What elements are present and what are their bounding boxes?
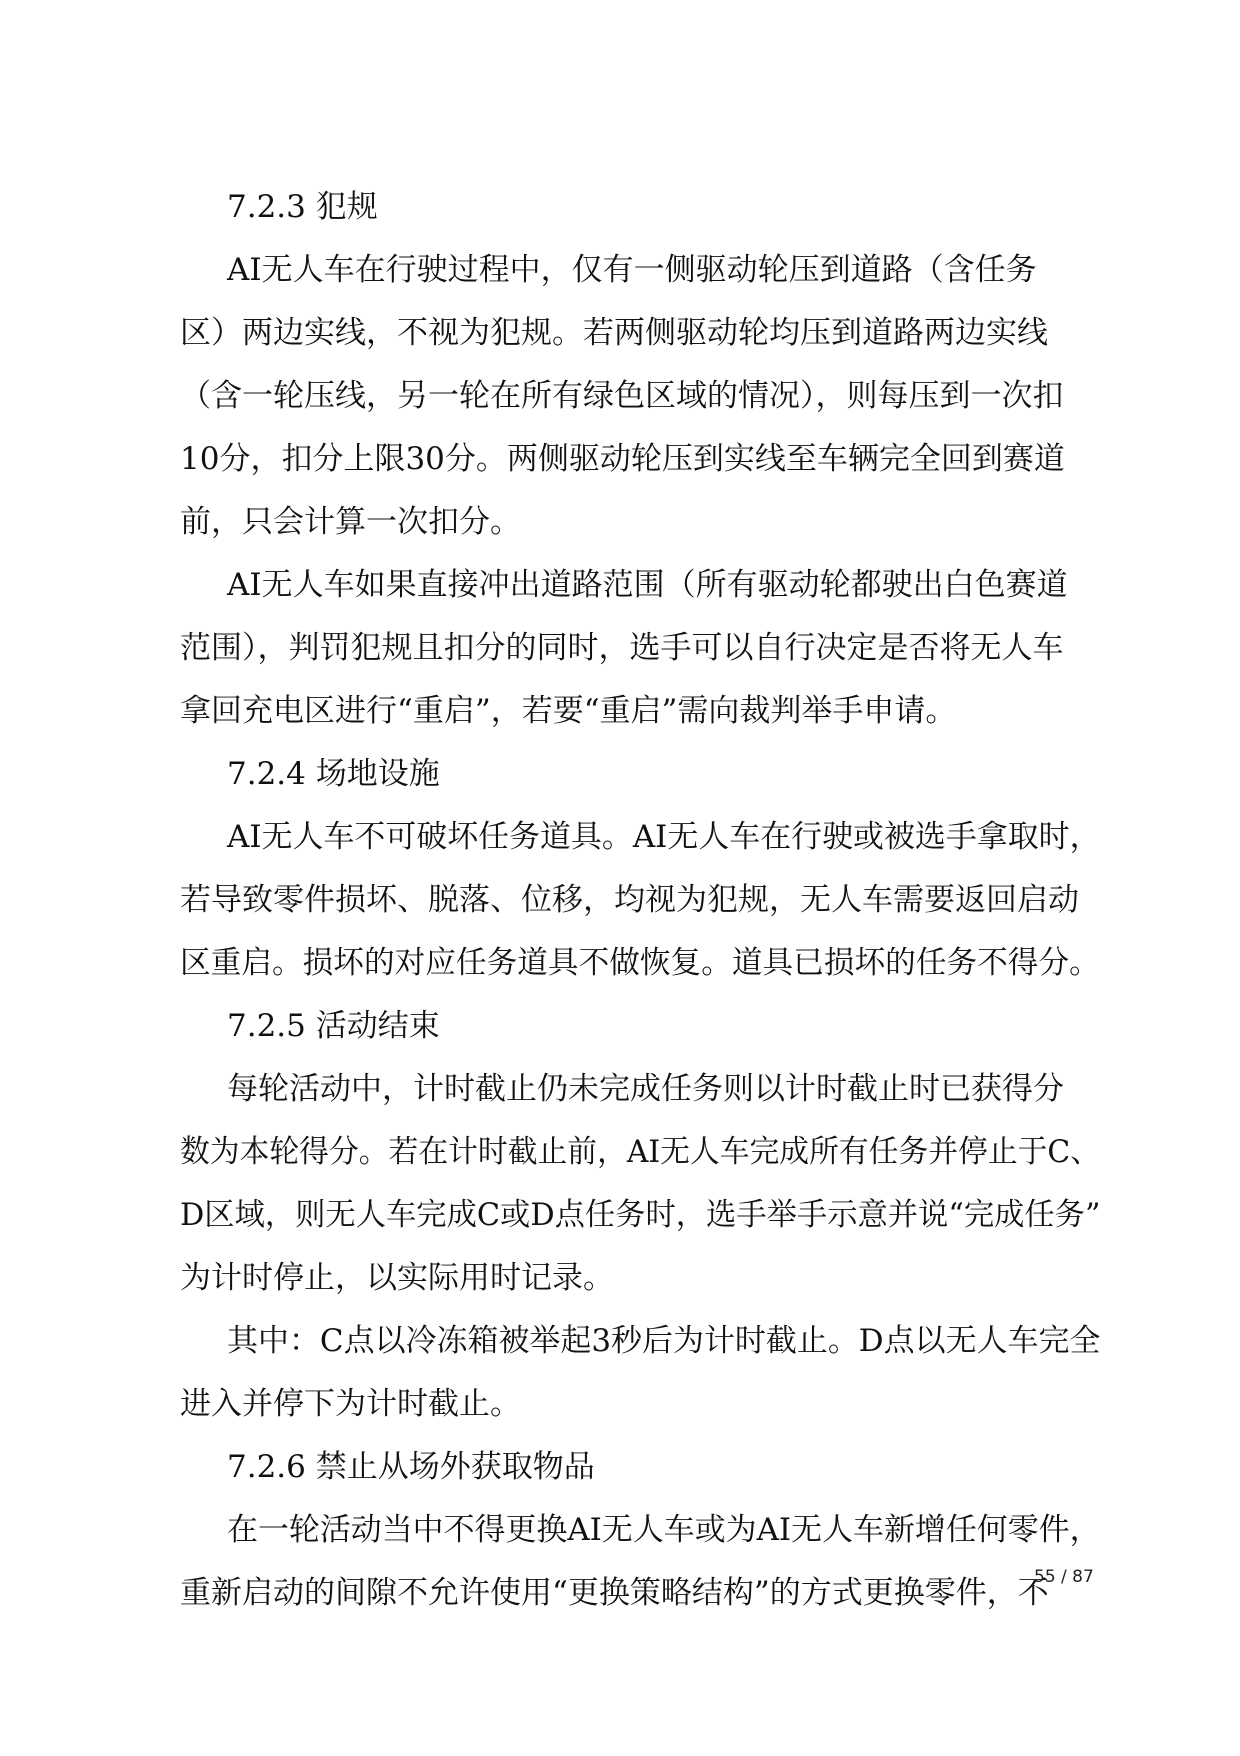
paragraph-line: AI无人车在行驶过程中，仅有一侧驱动轮压到道路（含任务 xyxy=(227,252,1037,288)
paragraph-line: 进入并停下为计时截止。 xyxy=(180,1386,521,1422)
paragraph-line: 重新启动的间隙不允许使用“更换策略结构”的方式更换零件，不 xyxy=(180,1575,1049,1611)
paragraph-line: AI无人车不可破坏任务道具。AI无人车在行驶或被选手拿取时， xyxy=(227,819,1101,855)
section-heading-7-2-5: 7.2.5 活动结束 xyxy=(227,1008,440,1044)
paragraph-line: AI无人车如果直接冲出道路范围（所有驱动轮都驶出白色赛道 xyxy=(227,567,1068,603)
paragraph-line: 若导致零件损坏、脱落、位移，均视为犯规，无人车需要返回启动 xyxy=(180,882,1079,918)
paragraph-line: 10分，扣分上限30分。两侧驱动轮压到实线至车辆完全回到赛道 xyxy=(180,441,1065,477)
paragraph-line: 数为本轮得分。若在计时截止前，AI无人车完成所有任务并停止于C、 xyxy=(180,1134,1101,1170)
paragraph-line: （含一轮压线，另一轮在所有绿色区域的情况），则每压到一次扣 xyxy=(180,378,1064,414)
paragraph-line: D区域，则无人车完成C或D点任务时，选手举手示意并说“完成任务” xyxy=(180,1197,1101,1233)
paragraph-line: 区重启。损坏的对应任务道具不做恢复。道具已损坏的任务不得分。 xyxy=(180,945,1100,981)
section-heading-7-2-6: 7.2.6 禁止从场外获取物品 xyxy=(227,1449,595,1485)
paragraph-line: 区）两边实线，不视为犯规。若两侧驱动轮均压到道路两边实线 xyxy=(180,315,1048,351)
section-heading-7-2-3: 7.2.3 犯规 xyxy=(227,189,378,225)
paragraph-line: 前，只会计算一次扣分。 xyxy=(180,504,521,540)
paragraph-line: 拿回充电区进行“重启”，若要“重启”需向裁判举手申请。 xyxy=(180,693,957,729)
paragraph-line: 每轮活动中，计时截止仍未完成任务则以计时截止时已获得分 xyxy=(227,1071,1064,1107)
paragraph-line: 为计时停止，以实际用时记录。 xyxy=(180,1260,614,1296)
page-number: 55 / 87 xyxy=(1034,1567,1094,1587)
section-heading-7-2-4: 7.2.4 场地设施 xyxy=(227,756,440,792)
paragraph-line: 其中：C点以冷冻箱被举起3秒后为计时截止。D点以无人车完全 xyxy=(227,1323,1101,1359)
paragraph-line: 在一轮活动当中不得更换AI无人车或为AI无人车新增任何零件， xyxy=(227,1512,1101,1548)
paragraph-line: 范围），判罚犯规且扣分的同时，选手可以自行决定是否将无人车 xyxy=(180,630,1064,666)
